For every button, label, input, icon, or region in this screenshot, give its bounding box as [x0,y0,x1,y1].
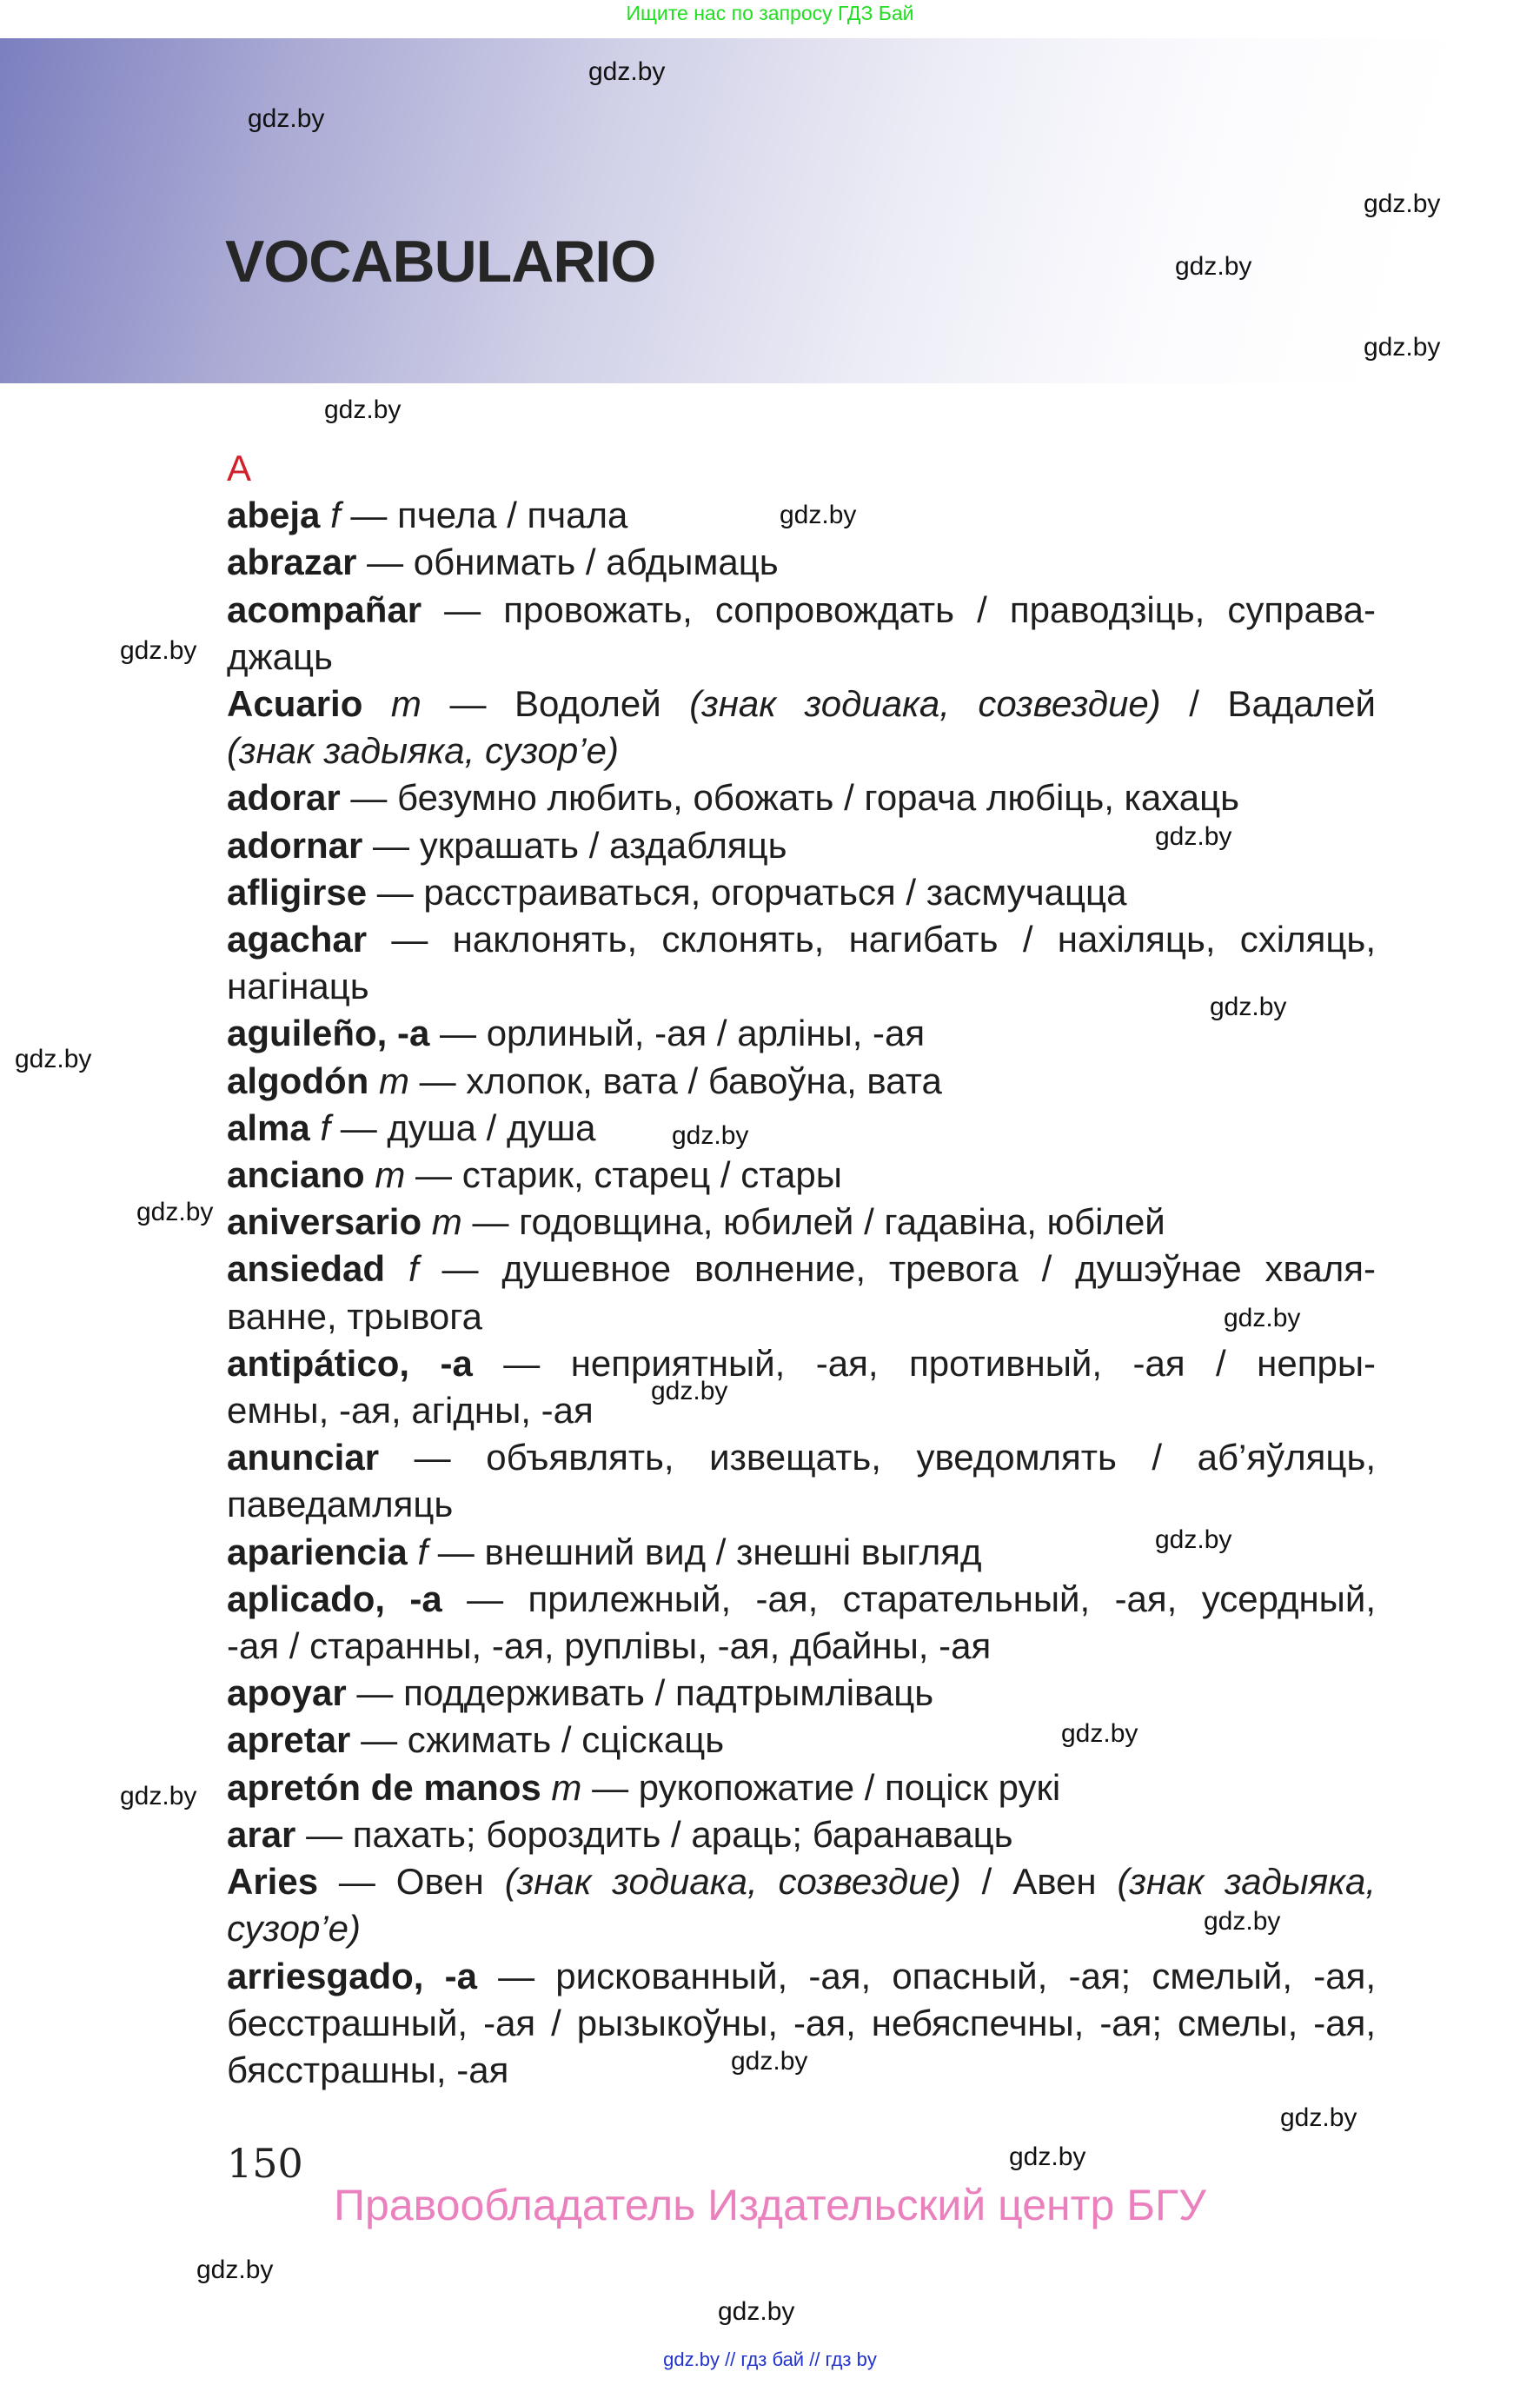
headword: ansiedad [227,1248,386,1290]
search-hint-banner: Ищите нас по запросу ГДЗ Бай [626,2,914,24]
entry-line [227,1764,1376,1811]
entry-line [227,1058,1376,1105]
entry-line [227,1152,1376,1199]
entry-line [227,1670,1376,1717]
headword: algodón [227,1060,369,1101]
vocab-entry [227,1058,1376,1105]
translation: паведамляць [227,1484,454,1525]
headword: alma [227,1106,310,1148]
entry-line [227,1105,1376,1152]
headword: afligirse [227,871,368,913]
headword: adorar [227,777,341,819]
watermark: gdz.by [651,1377,728,1405]
entry-line [227,869,1376,916]
headword: Aries [227,1861,319,1903]
entry-line [227,1481,1376,1528]
italic-note: m [362,683,422,725]
watermark: gdz.by [672,1121,749,1150]
headword: acompañar [227,588,422,630]
translation: — прилежный, -ая, старательный, -ая, усердный, [441,1578,1377,1619]
entry-line [227,1199,1376,1246]
watermark: gdz.by [1155,822,1232,851]
translation: — пахать; бороздить / араць; баранаваць [295,1813,1013,1855]
entry-line [227,727,1376,774]
translation: ванне, трывога [227,1295,483,1337]
watermark: gdz.by [731,2047,808,2076]
rights-holder-notice: Правообладатель Издательский центр БГУ [334,2181,1206,2229]
italic-note: f [385,1248,419,1290]
entry-line [227,634,1376,681]
entry-line [227,916,1376,963]
translation: — расстраиваться, огорчаться / засмучацца [367,871,1127,913]
italic-note: f [320,495,341,536]
headword: apretar [227,1719,351,1761]
entry-line [227,1623,1376,1670]
translation: — годовщина, юбилей / гадавіна, юбілей [461,1201,1165,1243]
translation: — старик, старец / стары [405,1154,842,1196]
vocab-entry [227,1246,1376,1339]
entry-line [227,1246,1376,1292]
entry-line [227,1858,1376,1905]
translation: — душевное волнение, тревога / душэўнае хваля- [418,1248,1376,1290]
headword: adornar [227,824,363,866]
translation: — внешний вид / знешні выгляд [428,1531,982,1572]
italic-note: m [422,1201,462,1243]
translation: бесстрашный, -ая / рызыкоўны, -ая, небяспечны, -ая; смелы, -ая, [227,2002,1376,2043]
translation: — объявлять, извещать, уведомлять / аб’яўляць, [379,1437,1376,1478]
watermark: gdz.by [1364,189,1441,218]
entry-line [227,681,1376,727]
headword: anunciar [227,1437,380,1478]
italic-note: (знак задыяка, [1117,1861,1376,1903]
italic-note: (знак зодиака, созвездие) [504,1861,961,1903]
italic-note: f [309,1106,331,1148]
vocab-entry [227,587,1376,681]
entry-line [227,1434,1376,1481]
translation: — обнимать / абдымаць [356,541,779,583]
translation: — рукопожатие / поціск рукі [581,1766,1061,1808]
entry-line [227,1576,1376,1623]
translation: — неприятный, -ая, противный, -ая / непры- [472,1342,1376,1384]
translation: — пчела / пчала [340,495,628,536]
translation: бясстрашны, -ая [227,2049,509,2090]
translation: — душа / душа [330,1106,596,1148]
headword: apariencia [227,1531,408,1572]
watermark: gdz.by [588,57,666,86]
translation: -ая / стаpанны, -ая, руплівы, -ая, дбайны, -ая [227,1625,992,1667]
vocab-entry [227,1434,1376,1528]
vocab-entry [227,1670,1376,1717]
entry-line [227,1010,1376,1057]
italic-note: m [364,1154,406,1196]
headword: abrazar [227,541,357,583]
watermark: gdz.by [1175,252,1252,281]
watermark: gdz.by [120,636,197,665]
translation: — Водолей [421,683,690,725]
watermark: gdz.by [324,395,402,424]
entry-line [227,587,1376,634]
italic-note: сузор’е) [227,1908,361,1950]
entry-line [227,774,1376,821]
vocab-entry [227,916,1376,1010]
vocab-entry [227,1105,1376,1152]
italic-note: m [541,1766,582,1808]
watermark: gdz.by [136,1198,214,1226]
vocab-entry [227,1858,1376,1952]
italic-note: f [407,1531,428,1572]
headword: aniversario [227,1201,422,1243]
watermark: gdz.by [780,501,857,529]
entry-line [227,1717,1376,1764]
watermark: gdz.by [1280,2103,1357,2132]
translation: / Авен [960,1861,1118,1903]
headword: arar [227,1813,296,1855]
entry-line [227,1293,1376,1340]
entry-line [227,539,1376,586]
watermark: gdz.by [1224,1304,1301,1332]
translation: — безумно любить, обожать / горача любіць, кахаць [340,777,1240,819]
translation: — украшать / аздабляць [362,824,787,866]
entry-line [227,2000,1376,2047]
headword: apretón de manos [227,1766,541,1808]
translation: — орлиный, -ая / арліны, -ая [429,1013,926,1054]
headword: abeja [227,495,321,536]
vocab-entry [227,1010,1376,1057]
vocab-entry [227,1152,1376,1199]
italic-note: (знак зодиака, созвездие) [689,683,1161,725]
footer-links[interactable]: gdz.by // гдз бай // гдз by [663,2348,877,2370]
entry-line [227,1953,1376,2000]
watermark: gdz.by [718,2297,795,2326]
translation: — рискованный, -ая, опасный, -ая; смелый, -ая, [476,1955,1376,1996]
headword: agachar [227,919,368,960]
watermark: gdz.by [1210,993,1287,1021]
vocab-entry [227,1811,1376,1858]
vocab-entry [227,681,1376,774]
translation: — провожать, сопровождать / праводзіць, суправа- [422,588,1376,630]
vocab-entry [227,539,1376,586]
translation: джаць [227,635,333,677]
entry-line [227,963,1376,1010]
vocab-entry [227,869,1376,916]
vocab-entry [227,1340,1376,1434]
headword: antipático, -a [227,1342,473,1384]
vocab-entry [227,1717,1376,1764]
headword: apoyar [227,1672,347,1714]
translation: — Овен [318,1861,505,1903]
entry-line [227,1811,1376,1858]
watermark: gdz.by [248,104,325,133]
translation: — хлопок, вата / бавоўна, вата [408,1060,942,1101]
watermark: gdz.by [1009,2143,1086,2171]
vocab-entry [227,1576,1376,1670]
translation: — поддерживать / падтрымліваць [346,1672,934,1714]
vocabulary-list [227,445,1376,2094]
page-title: VOCABULARIO [225,229,656,295]
translation: / Вадалей [1160,683,1376,725]
watermark: gdz.by [1364,333,1441,362]
watermark: gdz.by [15,1045,92,1073]
italic-note: m [368,1060,409,1101]
italic-note: (знак задыяка, сузор’е) [227,730,619,772]
vocab-entry [227,1199,1376,1246]
vocab-entry [227,1764,1376,1811]
entry-line [227,1340,1376,1387]
headword: arriesgado, -a [227,1955,477,1996]
watermark: gdz.by [120,1782,197,1810]
translation: — наклонять, склонять, нагибать / нахіляць, схіляць, [367,919,1376,960]
header-band [0,38,1540,383]
translation: емны, -ая, агідны, -ая [227,1390,594,1432]
translation: нагінаць [227,966,369,1007]
watermark: gdz.by [196,2255,274,2284]
vocab-entry [227,774,1376,821]
watermark: gdz.by [1204,1907,1281,1936]
watermark: gdz.by [1061,1719,1138,1748]
headword: aguileño, -a [227,1013,430,1054]
headword: anciano [227,1154,365,1196]
entry-line [227,1387,1376,1434]
translation: — сжимать / сціскаць [350,1719,725,1761]
section-letter: A [227,448,252,488]
watermark: gdz.by [1155,1525,1232,1554]
page-number: 150 [227,2140,303,2187]
headword: aplicado, -a [227,1578,442,1619]
headword: Acuario [227,683,363,725]
